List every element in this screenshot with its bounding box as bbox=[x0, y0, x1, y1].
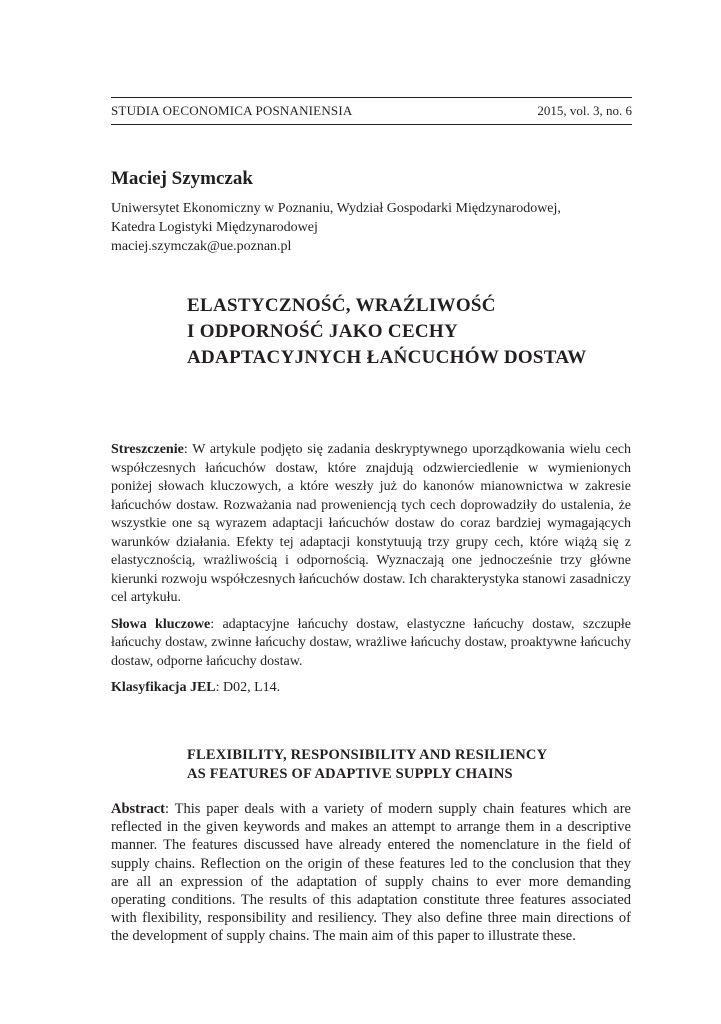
author-name: Maciej Szymczak bbox=[111, 168, 253, 189]
abstract-en-paragraph bbox=[111, 800, 631, 946]
abstract-pl-text: : W artykule podjęto się zadania deskryptywnego uporządkowania wielu cech współczesnych łańcuchów dostaw, które znajdują odzwierciedlenie w wymienionych poniżej słowach kluczowych, a które weszły już do kanonów mianownictwa w zakresie łańcuchów dostaw. Rozważania nad proweniencją tych cech doprowadziły do ustalenia, że wszystkie one są wyrazem adaptacji łańcuchów dostaw do coraz bardziej wymagających warunków działania. Efekty tej adaptacji konstytuują trzy grupy cech, które wiążą się z elastycznością, wrażliwością i odpornością. Wyznaczają one jednocześnie trzy główne kierunki rozwoju współczesnych łańcuchów dostaw. Ich charakterystyka stanowi zasadniczy cel artykułu. bbox=[111, 442, 631, 605]
keywords-pl-label: Słowa kluczowe bbox=[111, 616, 211, 632]
abstract-en-label: Abstract bbox=[111, 801, 165, 817]
jel-label: Klasyfikacja JEL bbox=[111, 680, 216, 695]
abstract-pl-label: Streszczenie bbox=[111, 442, 184, 457]
title-pl-line1: ELASTYCZNOŚĆ, WRAŹLIWOŚĆ bbox=[187, 295, 496, 316]
jel-text: : D02, L14. bbox=[215, 680, 281, 695]
title-pl-line2: I ODPORNOŚĆ JAKO CECHY bbox=[187, 321, 459, 342]
jel-paragraph bbox=[111, 679, 631, 698]
journal-volume: 2015, vol. 3, no. 6 bbox=[537, 103, 632, 118]
title-en-line2: AS FEATURES OF ADAPTIVE SUPPLY CHAINS bbox=[187, 766, 513, 782]
title-en-line1: FLEXIBILITY, RESPONSIBILITY AND RESILIENCY bbox=[187, 747, 548, 763]
journal-name: STUDIA OECONOMICA POSNANIENSIA bbox=[111, 103, 353, 118]
author-affiliation-line1: Uniwersytet Ekonomiczny w Poznaniu, Wydział Gospodarki Międzynarodowej, bbox=[111, 201, 561, 216]
author-email[interactable]: maciej.szymczak@ue.poznan.pl bbox=[111, 239, 292, 254]
keywords-pl-paragraph bbox=[111, 616, 631, 672]
header-rule-bottom bbox=[111, 124, 632, 125]
abstract-pl-paragraph bbox=[111, 441, 631, 608]
header-rule-top bbox=[111, 97, 632, 98]
keywords-pl-text: : adaptacyjne łańcuchy dostaw, elastyczne łańcuchy dostaw, szczupłe łańcuchy dostaw, zwinne łańcuchy dostaw, wrażliwe łańcuchy dostaw, proaktywne łańcuchy dostaw, odporne łańcuchy dostaw. bbox=[111, 616, 632, 669]
title-pl-line3: ADAPTACYJNYCH ŁAŃCUCHÓW DOSTAW bbox=[187, 347, 587, 368]
author-affiliation-line2: Katedra Logistyki Międzynarodowej bbox=[111, 220, 318, 235]
abstract-pl-section bbox=[111, 441, 631, 706]
abstract-en-text: : This paper deals with a variety of modern supply chain features which are reflected in the given keywords and makes an attempt to arrange them in a descriptive manner. The features discussed have already entered the nomenclature in the field of supply chains. Reflection on the origin of these features led to the conclusion that they are all an expression of the adaptation of supply chains to ever more demanding operating conditions. The results of this adaptation constitute three features associated with flexibility, responsibility and resiliency. They also define three main directions of the development of supply chains. The main aim of this paper to illustrate these. bbox=[111, 801, 631, 945]
